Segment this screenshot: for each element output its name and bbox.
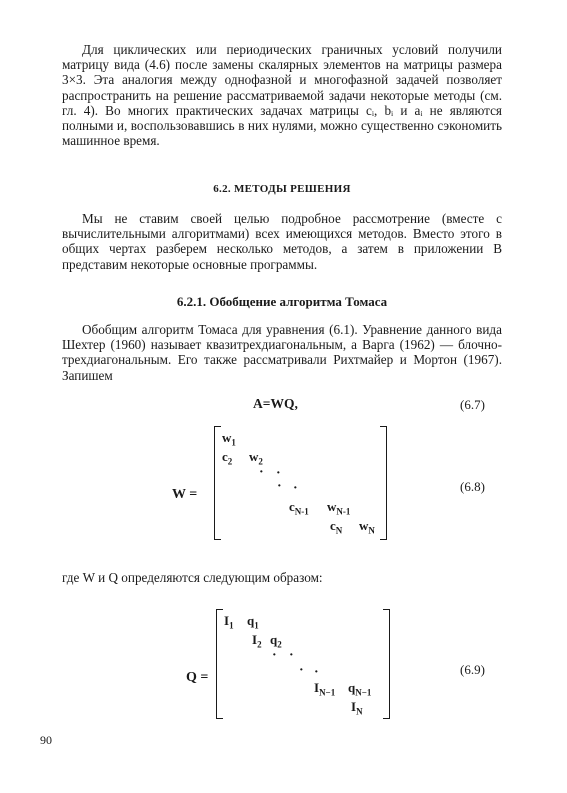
matrix-w-entry-w1: $w_1$ — [222, 430, 236, 448]
subsection-heading: 6.2.1. Обобщение алгоритма Томаса — [176, 294, 388, 309]
matrix-q-entry-q2: $q_2$ — [270, 632, 282, 650]
matrix-w-left-bracket — [214, 426, 221, 540]
matrix-w-entry-cN-1: $c_{N-1}$ — [289, 499, 309, 517]
matrix-q-entry-qN-1: $q_{N-1}$ — [348, 680, 372, 698]
matrix-w-entry-c2: $c_2$ — [222, 449, 233, 467]
matrix-w-entry-cN: $c_N$ — [330, 518, 343, 536]
matrix-q-dot: · — [314, 665, 319, 680]
matrix-w-dot: · — [276, 466, 281, 481]
matrix-w-right-bracket — [380, 426, 387, 540]
matrix-w-dot: · — [293, 481, 298, 496]
between-text: где W и Q определяются следующим образом: — [62, 570, 323, 585]
matrix-q-dot: · — [272, 648, 277, 663]
matrix-q-entry-I1: $I_1$ — [224, 613, 234, 631]
equation-number-6-7: (6.7) — [460, 397, 485, 412]
matrix-q-entry-IN: $I_N$ — [351, 699, 363, 717]
equation-number-6-9: (6.9) — [460, 662, 485, 677]
section-heading: 6.2. МЕТОДЫ РЕШЕНИЯ — [213, 183, 351, 195]
equation-number-6-8: (6.8) — [460, 479, 485, 494]
matrix-w-entry-w2: $w_2$ — [249, 449, 263, 467]
matrix-q-entry-I2: $I_2$ — [252, 632, 262, 650]
matrix-q-label: Q = — [186, 670, 209, 685]
equation-6-7: A=WQ, — [253, 396, 298, 411]
matrix-w-label: W = — [172, 487, 198, 502]
matrix-q-entry-q1: $q_1$ — [247, 613, 259, 631]
paragraph-1: Для циклических или периодических граничных условий получили матрицу вида (4.6) после замены скалярных элементов на матрицы размера 3×3. Эта аналогия между однофазной и многофазной задачей позволяет распространить на решение рассматриваемой задачи некоторые методы (см. гл. 4). Во многих практических задачах матрицы cᵢ, bᵢ и aᵢ не являются полными и, воспользовавшись в них нулями, можно существенно сэкономить машинное время. — [62, 42, 502, 149]
matrix-q-dot: · — [299, 663, 304, 678]
matrix-q-dot: · — [289, 648, 294, 663]
paragraph-2: Мы не ставим своей целью подробное рассмотрение (вместе с вычислительными алгоритмами) всех имеющихся методов. Вместо этого в общих чертах разберем несколько методов, а затем в приложении B представим некоторые основные программы. — [62, 211, 502, 272]
paragraph-3: Обобщим алгоритм Томаса для уравнения (6.1). Уравнение данного вида Шехтер (1960) называет квазитрехдиагональным, а Варга (1962) — блочно-трехдиагональным. Его также рассматривали Рихтмайер и Мортон (1967). Запишем — [62, 322, 502, 383]
matrix-w-dot: · — [277, 479, 282, 494]
matrix-w-dot: · — [259, 465, 264, 480]
page-number: 90 — [40, 733, 52, 747]
matrix-w-entry-wN: $w_N$ — [359, 518, 375, 536]
matrix-q-left-bracket — [216, 609, 223, 719]
matrix-q-entry-IN-1: $I_{N-1}$ — [314, 680, 336, 698]
matrix-w-entry-wN-1: $w_{N-1}$ — [327, 499, 351, 517]
matrix-q-right-bracket — [383, 609, 390, 719]
